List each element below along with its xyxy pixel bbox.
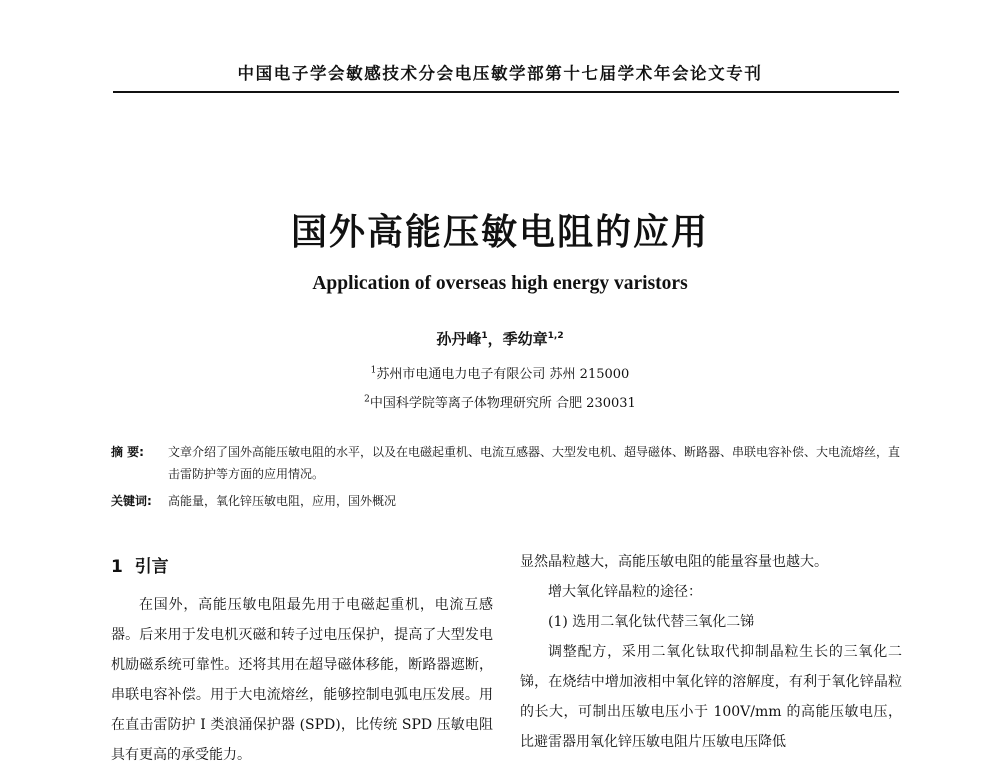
affiliation [0,363,1000,382]
title-chinese: 国外高能压敏电阻的应用 [290,212,709,253]
abstract-text: 文章介绍了国外高能压敏电阻的水平，以及在电磁起重机、电流互感器、大型发电机、超导磁体、断路器、串联电容补偿、大电流熔丝，直击雷防护等方面的应用情况。 [168,445,901,481]
left-column [111,590,493,770]
author-line [0,328,1000,349]
keywords-label: 关键词: [111,494,152,508]
affiliation-text: 苏州市电通电力电子有限公司 苏州 215000 [376,367,630,382]
right-column [520,547,902,757]
author-name: 季幼章 [502,330,548,348]
subsection-heading: (1) 选用二氧化钛代替三氧化二锑 [548,614,755,630]
title-english: Application of overseas high energy varistors [312,273,688,294]
author-affil-marker: 1,2 [547,331,564,341]
abstract [111,441,901,485]
body-line: 增大氧化锌晶粒的途径： [548,584,702,600]
keywords-text: 高能量，氧化锌压敏电阻，应用，国外概况 [168,494,397,508]
body-paragraph: 在国外，高能压敏电阻最先用于电磁起重机，电流互感器。后来用于发电机灭磁和转子过电压保护，提高了大型发电机励磁系统可靠性。还将其用在超导磁体移能，断路器遮断，串联电容补偿。用于大电流熔丝，能够控制电弧电压发展。用在直击雷防护 I 类浪涌保护器 (SPD)，比传统 SPD 压敏电阻具有更高的承受能力。 [111,597,493,763]
affiliation [0,392,1000,411]
body-paragraph: 调整配方，采用二氧化钛取代抑制晶粒生长的三氧化二锑，在烧结中增加液相中氧化锌的溶解度，有利于氧化锌晶粒的长大，可制出压敏电压小于 100V/mm 的高能压敏电压，比避雷器用氧化锌压敏电阻片压敏电压降低 [520,644,902,750]
author-affil-marker: 1 [481,331,488,341]
keywords [111,490,901,512]
journal-header: 中国电子学会敏感技术分会电压敏学部第十七届学术年会论文专刊 [237,64,763,83]
author-separator: ， [487,330,503,348]
section-number: 1 [111,557,123,577]
header-rule [113,91,899,93]
affiliation-text: 中国科学院等离子体物理研究所 合肥 230031 [369,396,636,411]
affiliation-marker: 1 [370,365,377,376]
body-line: 显然晶粒越大，高能压敏电阻的能量容量也越大。 [520,554,828,570]
affiliation-marker: 2 [364,394,370,405]
author-name: 孙丹峰 [436,330,482,348]
abstract-label: 摘 要: [111,445,144,459]
section-title: 引言 [134,557,169,577]
section-heading [111,552,169,577]
